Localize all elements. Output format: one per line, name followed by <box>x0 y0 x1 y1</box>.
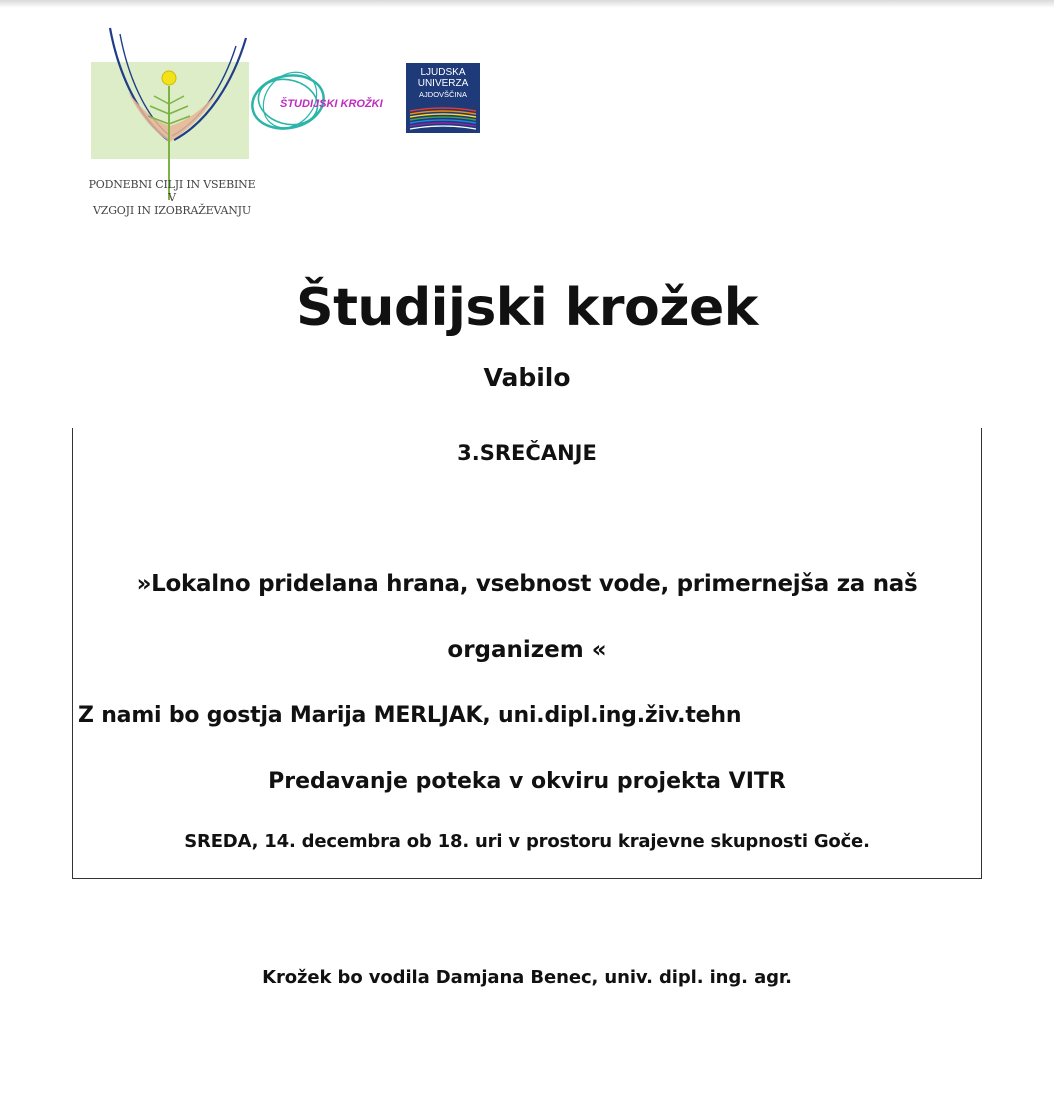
topic-line-1: »Lokalno pridelana hrana, vsebnost vode, primernejša za naš <box>136 571 918 597</box>
studijski-krozki-logo-text: ŠTUDIJSKI KROŽKI <box>280 98 383 110</box>
podnebni-caption-line2: VZGOJI IN IZOBRAŽEVANJU <box>93 204 251 217</box>
studijski-krozki-logo <box>248 64 394 138</box>
date-location-line: SREDA, 14. decembra ob 18. uri v prostoru krajevne skupnosti Goče. <box>184 831 870 852</box>
top-edge-shadow <box>0 0 1054 8</box>
podnebni-caption-line1: PODNEBNI CILJI IN VSEBINE V <box>88 178 256 204</box>
project-line: Predavanje poteka v okviru projekta VITR <box>268 769 786 794</box>
leader-line: Krožek bo vodila Damjana Benec, univ. dipl. ing. agr. <box>262 967 792 988</box>
page-title: Študijski krožek <box>296 278 758 338</box>
meeting-number: 3.SREČANJE <box>457 441 597 465</box>
ljudska-line1: LJUDSKA <box>420 67 466 78</box>
guest-line: Z nami bo gostja Marija MERLJAK, uni.dipl.ing.živ.tehn <box>78 703 742 728</box>
podnebni-cilji-caption <box>86 178 258 217</box>
topic-line-2: organizem « <box>447 637 607 663</box>
page-subtitle: Vabilo <box>483 363 571 392</box>
book-stripes-icon <box>406 105 480 133</box>
ljudska-univerza-logo-text <box>406 67 480 100</box>
ljudska-line3: AJDOVŠČINA <box>419 90 467 99</box>
ljudska-line2: UNIVERZA <box>417 78 469 89</box>
ljudska-univerza-logo <box>406 63 480 133</box>
